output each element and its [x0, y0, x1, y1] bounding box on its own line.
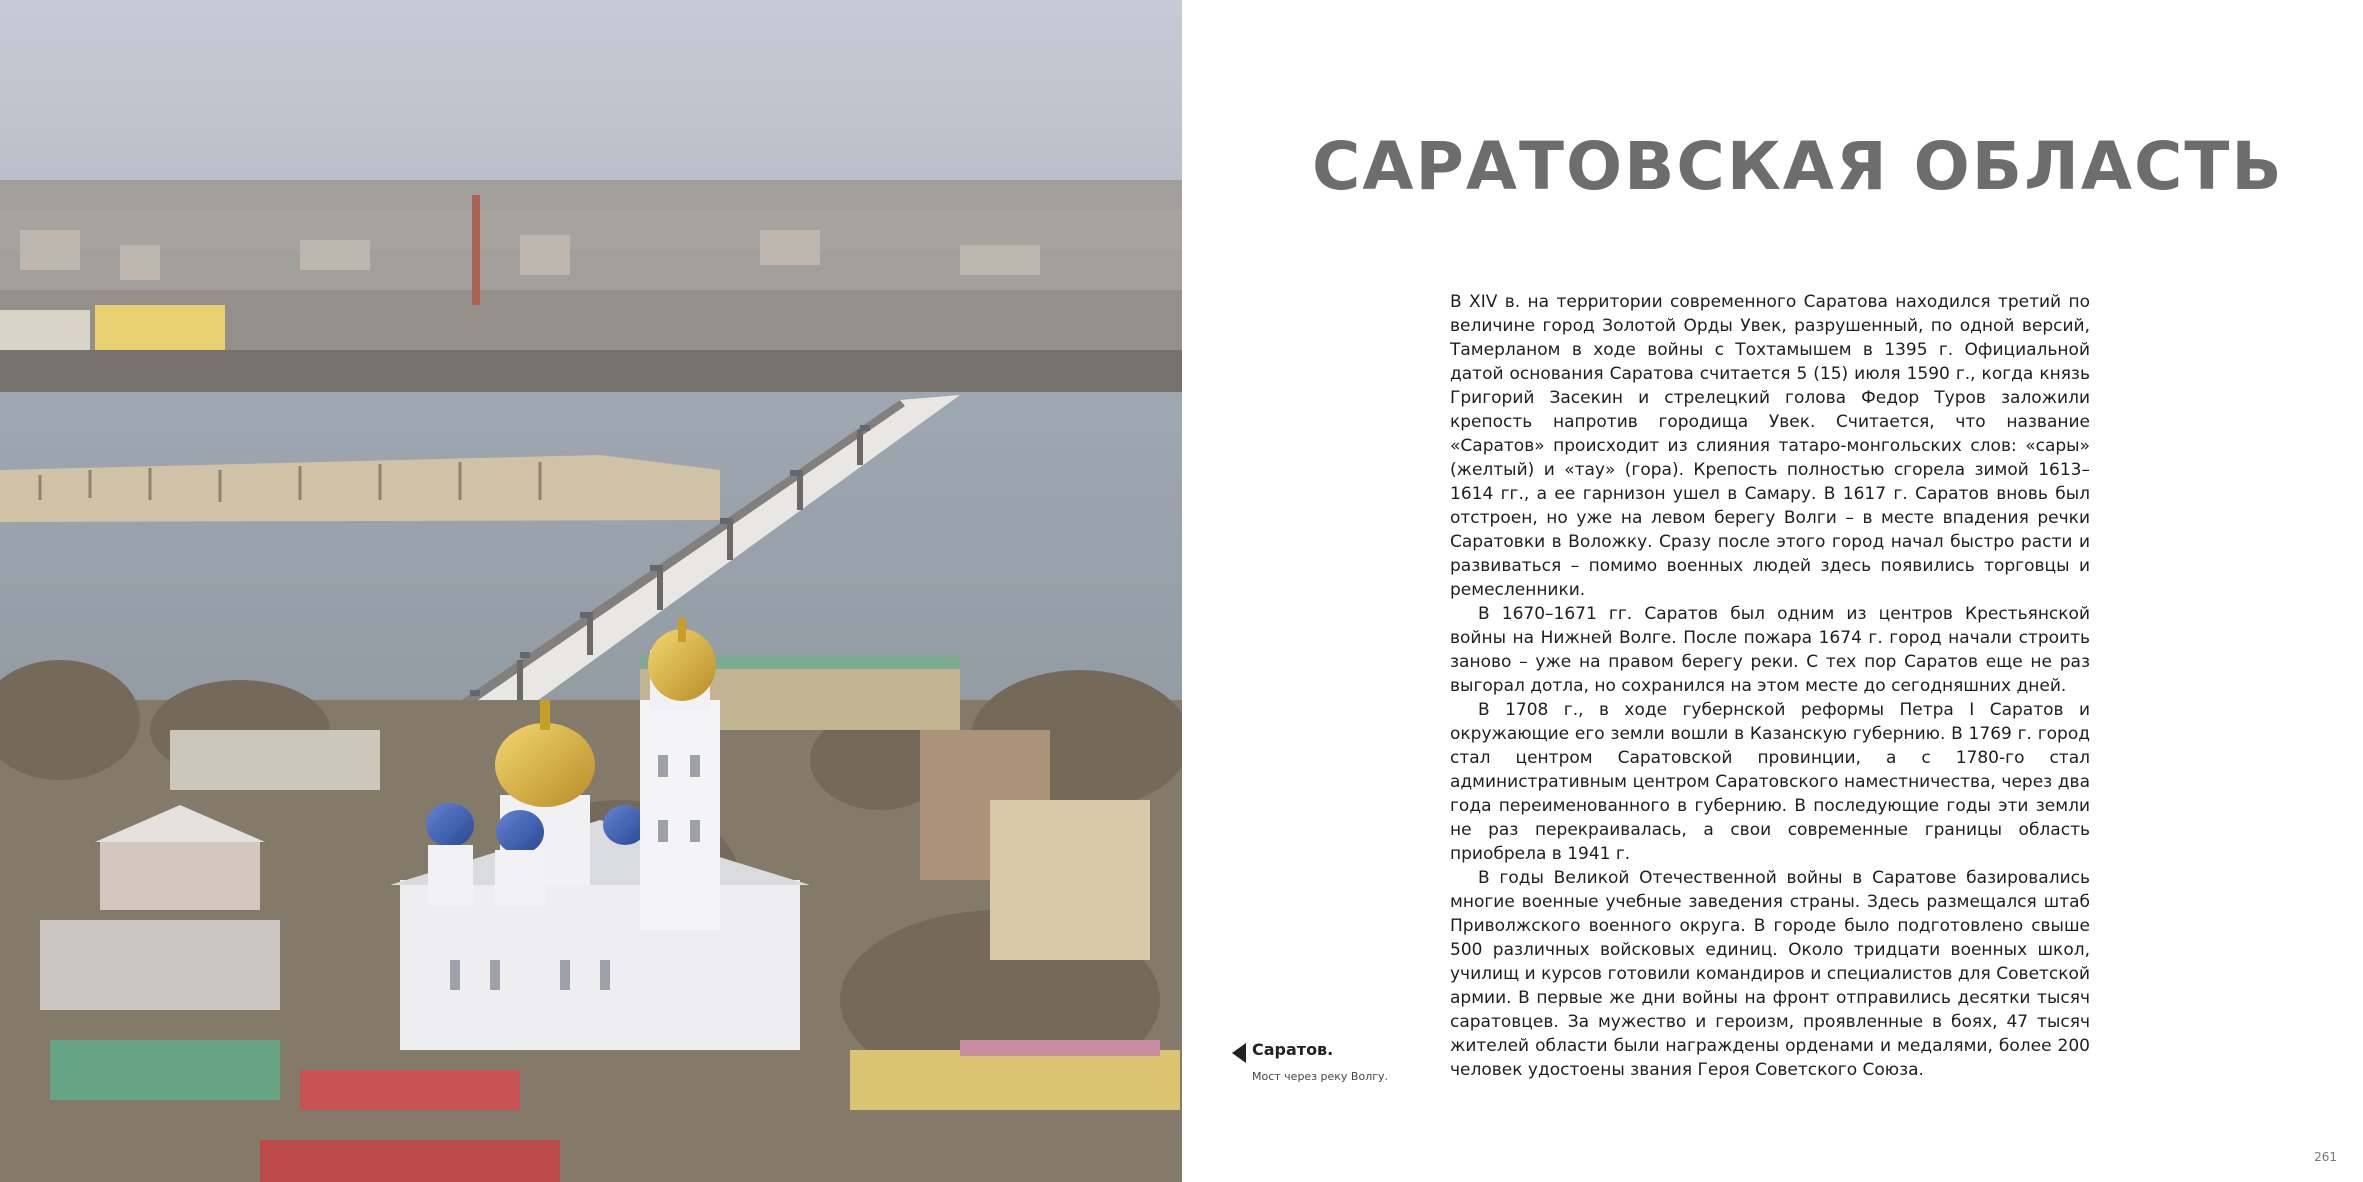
- paragraph: В годы Великой Отечественной войны в Саратове базировались многие военные учебные заведения страны. Здесь размещался штаб Приволжского военного округа. В городе было подготовлено свыше 500 различных войсковых единиц. Около тридцати военных школ, училищ и курсов готовили командиров и специалистов для Советской армии. В первые же дни войны на фронт отправились десятки тысяч саратовцев. За мужество и героизм, проявленные в боях, 47 тысяч жителей области были награждены орденами и медалями, более 200 человек удостоены звания Героя Советского Союза.: [1450, 868, 2090, 1080]
- page-number: 261: [2314, 1150, 2337, 1164]
- triangle-left-icon: [1232, 1043, 1246, 1063]
- paragraph: В 1708 г., в ходе губернской реформы Петра I Саратов и окружающие его земли вошли в Казанскую губернию. В 1769 г. город стал центром Саратовской провинции, а с 1780-го стал административным центром Саратовского наместничества, через два года переименованного в губернию. В последующие годы эти земли не раз перекраивалась, а свои современные границы область приобрела в 1941 г.: [1450, 700, 2090, 864]
- caption-subtitle: Мост через реку Волгу.: [1252, 1070, 1389, 1083]
- text-page: [1182, 0, 2363, 1182]
- paragraph: В XIV в. на территории современного Саратова находился третий по величине город Золотой Орды Увек, разрушенный, по одной версий, Тамерланом в ходе войны с Тохтамышем в 1395 г. Официальной датой основания Саратова считается 5 (15) июля 1590 г., когда князь Григорий Засекин и стрелецкий голова Федор Туров заложили крепость напротив городища Увек. Считается, что название «Саратов» происходит из слияния татаро-монгольских слов: «сары» (желтый) и «тау» (гора). Крепость полностью сгорела зимой 1613–1614 гг., а ее гарнизон ушел в Самару. В 1617 г. Саратов вновь был отстроен, но уже на левом берегу Волги – в месте впадения речки Саратовки в Воложку. Сразу после этого город начал быстро расти и развиваться – помимо военных людей здесь появились торговцы и ремесленники.: [1450, 292, 2090, 600]
- article-body: [1450, 290, 2090, 1082]
- caption-title: Саратов.: [1252, 1040, 1334, 1059]
- page-title: САРАТОВСКАЯ ОБЛАСТЬ: [1312, 128, 2284, 205]
- paragraph: В 1670–1671 гг. Саратов был одним из центров Крестьянской войны на Нижней Волге. После пожара 1674 г. город начали строить заново – уже на правом берегу реки. С тех пор Саратов еще не раз выгорал дотла, но сохранился на этом месте до сегодняшних дней.: [1450, 604, 2090, 696]
